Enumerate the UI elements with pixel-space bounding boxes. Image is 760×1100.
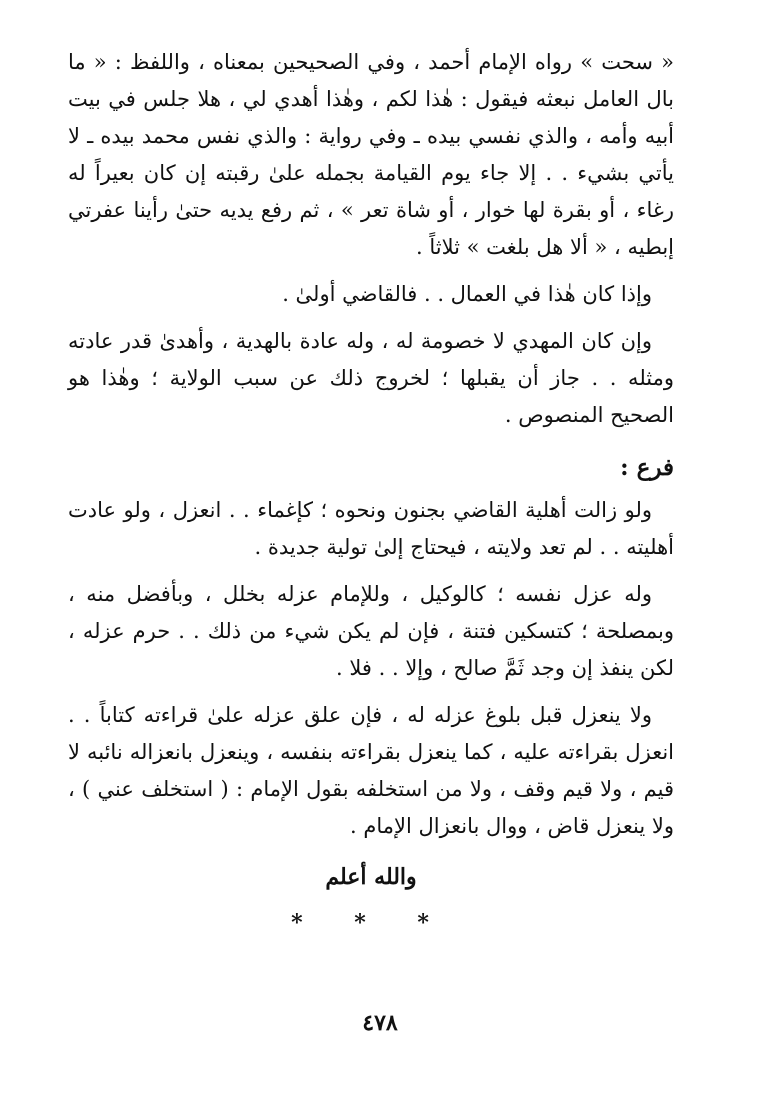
page-number: ٤٧٨ bbox=[362, 1010, 398, 1036]
paragraph-gift-custom: وإن كان المهدي لا خصومة له ، وله عادة بالهدية ، وأهدىٰ قدر عادته ومثله . . جاز أن يقبلها ؛ لخروج ذلك عن سبب الولاية ؛ وهٰذا هو الصحيح المنصوص . bbox=[68, 329, 674, 427]
paragraph-hadith: « سحت » رواه الإمام أحمد ، وفي الصحيحين بمعناه ، واللفظ : « ما بال العامل نبعثه فيقول : هٰذا لكم ، وهٰذا أهدي لي ، هلا جلس في بيت أبيه وأمه ، والذي نفسي بيده ـ وفي رواية : والذي نفس محمد بيده ـ لا يأتي بشيء . . إلا جاء يوم القيامة بجمله علىٰ رقبته إن كان بعيراً له رغاء ، أو بقرة لها خوار ، أو شاة تعر » ، ثم رفع يديه حتىٰ رأينا عفرتي إبطيه ، « ألا هل بلغت » ثلاثاً . bbox=[68, 50, 674, 259]
paragraph-loss-of-capacity: ولو زالت أهلية القاضي بجنون ونحوه ؛ كإغماء . . انعزل ، ولو عادت أهليته . . لم تعد ولايته ، فيحتاج إلىٰ تولية جديدة . bbox=[68, 498, 674, 559]
paragraph-self-dismissal: وله عزل نفسه ؛ كالوكيل ، وللإمام عزله بخلل ، وبأفضل منه ، وبمصلحة ؛ كتسكين فتنة ، فإن لم يكن شيء من ذلك . . حرم عزله ، لكن ينفذ إن وجد ثَمَّ صالح ، وإلا . . فلا . bbox=[68, 582, 674, 680]
paragraph-officials: وإذا كان هٰذا في العمال . . فالقاضي أولىٰ . bbox=[282, 282, 652, 306]
section-heading: فرع : bbox=[620, 454, 674, 481]
page-body bbox=[68, 44, 674, 941]
section-separator: * * * bbox=[291, 910, 451, 936]
closing-phrase: والله أعلم bbox=[325, 864, 417, 890]
paragraph-notification: ولا ينعزل قبل بلوغ عزله له ، فإن علق عزله علىٰ قراءته كتاباً . . انعزل بقراءته عليه ، كما ينعزل بقراءته بنفسه ، وينعزل بانعزاله نائبه لا قيم ، ولا قيم وقف ، ولا من استخلفه بقول الإمام : ( استخلف عني ) ، ولا ينعزل قاض ، ووال بانعزال الإمام . bbox=[68, 703, 674, 838]
